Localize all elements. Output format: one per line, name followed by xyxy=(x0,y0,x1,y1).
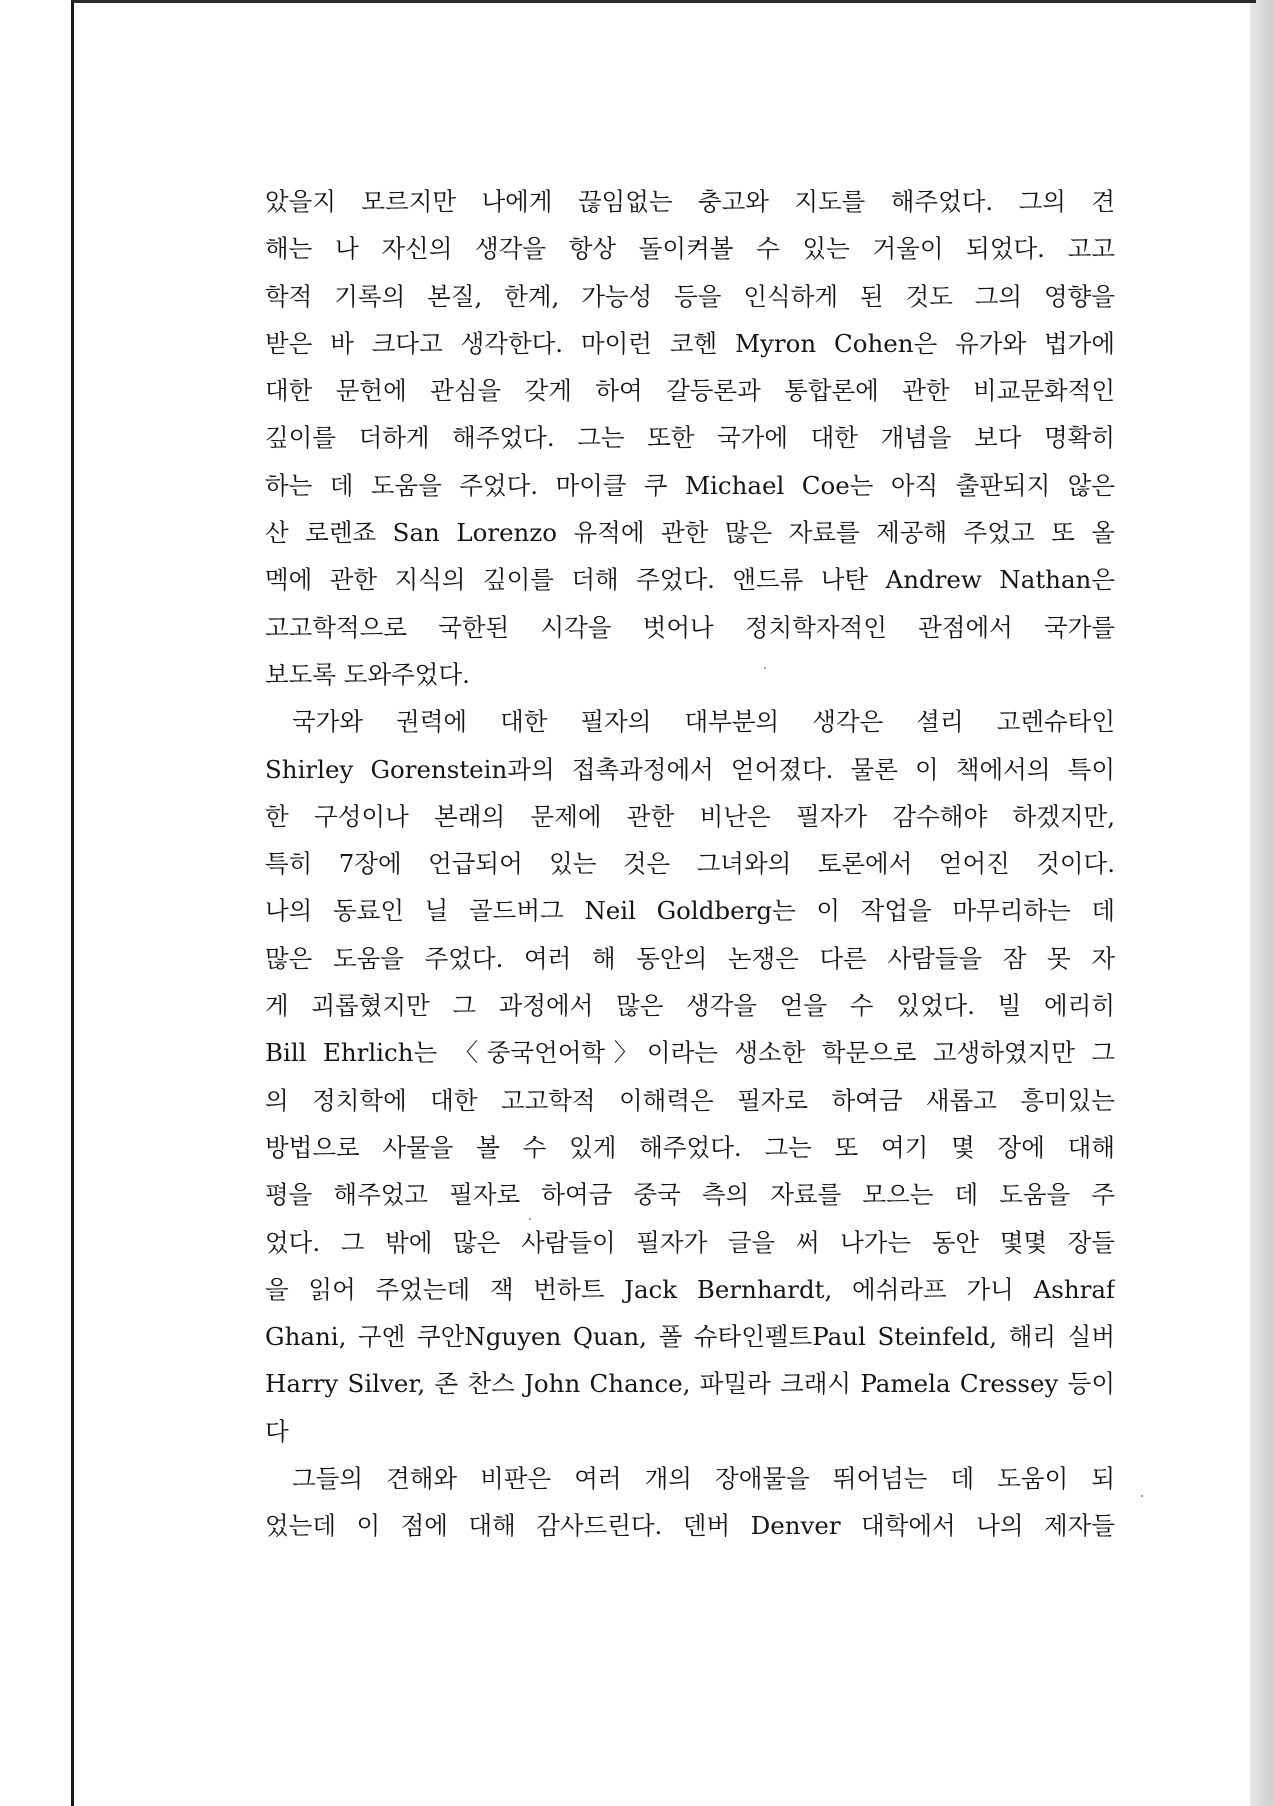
text-line: 대한 문헌에 관심을 갖게 하여 갈등론과 통합론에 관한 비교문화적인 xyxy=(265,376,1115,406)
text-line: 해는 나 자신의 생각을 항상 돌이켜볼 수 있는 거울이 되었다. 고고 xyxy=(265,234,1115,264)
text-line: 았을지 모르지만 나에게 끊임없는 충고와 지도를 해주었다. 그의 견 xyxy=(265,187,1115,216)
text-line: Shirley Gorenstein과의 접촉과정에서 얻어졌다. 물론 이 책에서의 특이 xyxy=(265,754,1115,784)
text-line: 보도록 도와주었다. xyxy=(265,659,470,689)
scan-speck xyxy=(1141,1495,1143,1497)
text-line: 다 xyxy=(265,1416,289,1446)
page-left-edge xyxy=(71,0,74,1806)
page-top-edge xyxy=(71,0,1256,3)
text-line: 깊이를 더하게 해주었다. 그는 또한 국가에 대한 개념을 보다 명확히 xyxy=(265,423,1115,453)
text-line: 받은 바 크다고 생각한다. 마이런 코헨 Myron Cohen은 유가와 법가에 xyxy=(265,328,1115,358)
text-line: 나의 동료인 닐 골드버그 Neil Goldberg는 이 작업을 마무리하는 데 xyxy=(265,896,1115,926)
text-line: 방법으로 사물을 볼 수 있게 해주었다. 그는 또 여기 몇 장에 대해 xyxy=(265,1132,1115,1162)
paragraph xyxy=(265,1455,1115,1550)
text-line: Harry Silver, 존 찬스 John Chance, 파밀라 크래시 Pamela Cressey 등이 xyxy=(265,1369,1115,1399)
text-line: 국가와 권력에 대한 필자의 대부분의 생각은 셜리 고렌슈타인 xyxy=(292,707,1115,737)
text-line: 멕에 관한 지식의 깊이를 더해 주었다. 앤드류 나탄 Andrew Nathan은 xyxy=(265,565,1115,595)
text-line: 고고학적으로 국한된 시각을 벗어나 정치학자적인 관점에서 국가를 xyxy=(265,612,1115,642)
paragraph xyxy=(265,698,1115,1455)
text-line: 하는 데 도움을 주었다. 마이클 쿠 Michael Coe는 아직 출판되지 않은 xyxy=(265,470,1115,500)
text-line: Ghani, 구엔 쿠안Nguyen Quan, 폴 슈타인펠트Paul Steinfeld, 해리 실버 xyxy=(265,1322,1115,1352)
text-line: 한 구성이나 본래의 문제에 관한 비난은 필자가 감수해야 하겠지만, xyxy=(265,801,1115,831)
text-line: 그들의 견해와 비판은 여러 개의 장애물을 뛰어넘는 데 도움이 되 xyxy=(292,1464,1115,1494)
text-line: 특히 7장에 언급되어 있는 것은 그녀와의 토론에서 얻어진 것이다. xyxy=(265,849,1115,879)
text-line: 산 로렌죠 San Lorenzo 유적에 관한 많은 자료를 제공해 주었고 또 올 xyxy=(265,518,1115,548)
text-line: Bill Ehrlich는 〈중국언어학〉이라는 생소한 학문으로 고생하였지만 그 xyxy=(265,1038,1115,1068)
text-line: 게 괴롭혔지만 그 과정에서 많은 생각을 얻을 수 있었다. 빌 에리히 xyxy=(265,991,1115,1021)
text-line: 었는데 이 점에 대해 감사드린다. 덴버 Denver 대학에서 나의 제자들 xyxy=(265,1511,1115,1541)
text-line: 많은 도움을 주었다. 여러 해 동안의 논쟁은 다른 사람들을 잠 못 자 xyxy=(265,943,1115,973)
paragraph xyxy=(265,178,1115,698)
text-line: 을 읽어 주었는데 잭 번하트 Jack Bernhardt, 에쉬라프 가니 Ashraf xyxy=(265,1274,1115,1304)
text-line: 평을 해주었고 필자로 하여금 중국 측의 자료를 모으는 데 도움을 주 xyxy=(265,1180,1115,1210)
body-text xyxy=(265,178,1115,1550)
adjacent-page-edge xyxy=(1250,0,1273,1806)
text-line: 학적 기록의 본질, 한계, 가능성 등을 인식하게 된 것도 그의 영향을 xyxy=(265,281,1115,311)
text-line: 었다. 그 밖에 많은 사람들이 필자가 글을 써 나가는 동안 몇몇 장들 xyxy=(265,1227,1115,1257)
text-line: 의 정치학에 대한 고고학적 이해력은 필자로 하여금 새롭고 흥미있는 xyxy=(265,1085,1115,1115)
